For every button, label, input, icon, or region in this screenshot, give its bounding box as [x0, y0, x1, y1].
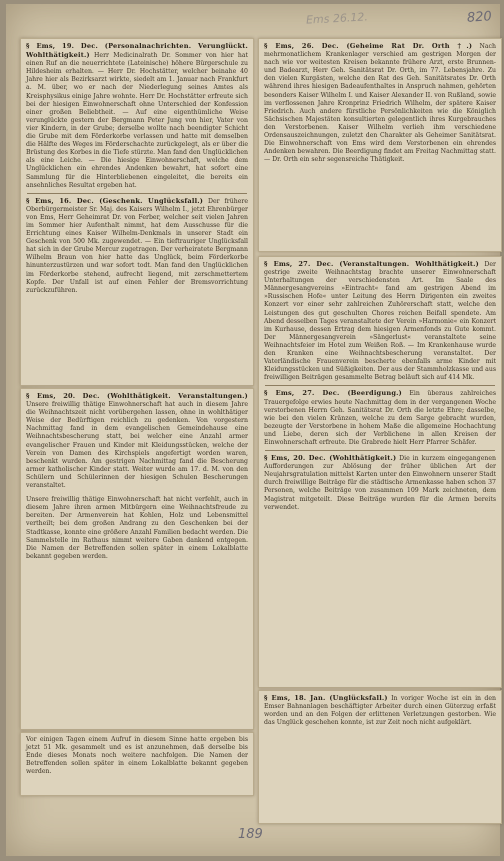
- entry-accident: [21, 194, 253, 298]
- clipping-transport: [258, 690, 502, 824]
- entry-body: Herr Medicinalrath Dr. Sommer von hier hat einen Ruf an die neuerrichtete (Lateinische) höhere Bürgerschule zu Hildesheim erhalten. — Herr Dr. Hochstätter, welcher beinahe 40 Jahre hier als Bezirksarzt wirkte, siedelt am 1. Januar nach Frankfurt a. M. über, wo er nach der Niederlegung seines Amtes als Kreisphysikus einige Jahre wohnte. Herr Dr. Hochstätter erfreute sich bei der hiesigen Einwohnerschaft ohne Unterschied der Konfession einer großen Beliebtheit. — Auf eine eigenthümliche Weise verunglückte gestern der Bergmann Peter Jung von hier, Vater von vier Kindern, in der Grube; derselbe wollte nach beendigter Schicht die Grube mit dem Förderkorbe verlassen und hatte mit demselben die Hälfte des Weges im Förderschachte zurückgelegt, als er über die Brüstung des Korbes in die Tiefe stürzte. Man fand den Unglücklichen als eine Leiche. — Die hiesige Einwohnerschaft, welche dem Unglücklichen ein ehrendes Andenken bewahrt, hat sofort eine Sammlung für die Hinterbliebenen eingeleitet, die bereits ein ansehnliches Resultat ergeben hat.: [26, 52, 248, 189]
- entry-heading: § Ems, 20. Dec. (Wohlthätigkeit.): [264, 454, 397, 463]
- archive-sheet: [6, 4, 500, 856]
- archive-number: 820: [466, 9, 493, 26]
- entry-heading: § Ems, 18. Jan. (Unglücksfall.): [264, 694, 388, 702]
- entry-heading: § Ems, 19. Dec. (Personalnachrichten. Verunglückt. Wohlthätigkeit.): [26, 42, 248, 60]
- entry-body: Ein überaus zahlreiches Trauergefolge erwies heute Nachmittag dem in der vergangenen Woche verstorbenen Herrn Geh. Sanitätsrat Dr. Orth die letzte Ehre; dasselbe, wie bei den vielen Kränzen, welche zu dem Sarge gebracht wurden, bezeugte der Verstorbene in hohem Maße die allgemeine Hochachtung und Liebe, deren sich der Verblichene in allen Kreisen der Einwohnerschaft erfreute. Die Grabrede hielt Herr Pfarrer Schäfer.: [264, 390, 496, 446]
- entry-body: Unsere freiwillig thätige Einwohnerschaft hat auch in diesem Jahre die Weihnachtszeit nicht vorübergehen lassen, ohne in wohlthätiger Weise der Bedürftigen reichlich zu gedenken. Von vorgestern Nachmittag fand in dem evangelischen Gemeindehause eine Weihnachtsbescherung statt, bei welcher eine Anzahl armer evangelischer Frauen und Kinder mit Kleidungsstücken, welche der Verein von Damen des Kirchspiels angefertigt worden waren, beschenkt wurden. Am gestrigen Nachmittag fand die Bescherung armer katholischer Kinder statt. Weiter wurde am 17. d. M. von den Schülern und Schülerinnen der hiesigen Schulen Bescherungen veranstaltet.: [26, 401, 248, 490]
- entry-heading: § Ems, 27. Dec. (Beerdigung.): [264, 389, 402, 398]
- entry-body: Nach mehrmonatlichem Krankenlager verschied am gestrigen Morgen der nach wie vor weitesten Kreisen bekannte frühere Arzt, erste Brunnen- und Badearzt, Herr Geh. Sanitätsrat Dr. Orth, im 77. Lebensjahre. Zu den vielen Kurgästen, welche den Rat des Geh. Sanitätsrates Dr. Orth während ihres hiesigen Badeaufenthaltes in Anspruch nahmen, gehörten besonders Kaiser Wilhelm I. und Kaiser Alexander II. von Rußland, sowie im verflossenen Jahre Kronprinz Friedrich Wilhelm, der spätere Kaiser Friedrich. Auch andere fürstliche Persönlichkeiten wie die Königlich Sächsischen Majestäten konsultierten gelegentlich ihres Kurgebrauches den Verstorbenen. Kaiser Wilhelm verlieh ihm verschiedene Ordensauszeichnungen, zuletzt den Charakter als Geheimer Sanitätsrat. Die Einwohnerschaft von Ems wird dem Verstorbenen ein ehrendes Andenken bewahren. Die Beerdigung findet am Freitag Nachmittag statt. — Dr. Orth ein sehr segensreiche Thätigkeit.: [264, 43, 497, 164]
- entry-body: In voriger Woche ist ein in den Emser Bahnanlagen beschäftigter Arbeiter durch einen Güterzug erfaßt worden und an den Folgen der erlittenen Verletzungen gestorben. Wie das Unglück geschehen konnte, ist zur Zeit noch nicht aufgeklärt.: [264, 695, 497, 727]
- page-number: 189: [238, 827, 263, 842]
- clipping-personal-changes: [20, 38, 254, 386]
- clipping-secret-councillor: [258, 38, 502, 252]
- entry-secret-councillor: [259, 39, 501, 167]
- entry-body: Der frühere Oberbürgermeister Sr. Maj. des Kaisers Wilhelm I., jetzt Ehrenbürger von Ems, Herr Geheimrat Dr. von Ferber, welcher seit vielen Jahren im Sommer hier Aufenthalt nimmt, hat dem Ausschusse für die Errichtung eines Kaiser Wilhelm-Denkmals in unserer Stadt ein Geschenk von 500 Mk. zugewendet. — Ein tieftrauriger Unglücksfall hat sich in der Grube Mercur zugetragen. Der verheiratete Bergmann Wilhelm Braun von hier hatte das Unglück, beim Förderkorbe hinunterzustürzen und war sofort todt. Man fand den Unglücklichen im Förderkorbe stehend, aufrecht liegend, mit zerschmettertem Kopfe. Der Unfall ist auf einen Fehler der Bremsvorrichtung zurückzuführen.: [26, 197, 249, 294]
- entry-funeral: [259, 386, 501, 450]
- entry-transport: [259, 691, 501, 730]
- entry-body: Vor einigen Tagen einem Aufruf in diesem Sinne hatte ergeben bis jetzt 51 Mk. gesammelt und es ist anzunehmen, daß derselbe bis Ende dieses Monats noch weitere nachfolgen. Die Namen der Betreffenden sollen später in einem Lokalblatte bekannt gegeben werden.: [26, 736, 248, 776]
- faint-handwritten-note: Ems 26.12.: [305, 10, 369, 27]
- entry-body: Der gestrige zweite Weihnachtstag brachte unserer Einwohnerschaft Unterhaltungen der verschiedensten Art. Im Saale des Männergesangvereins »Eintracht« fand am gestrigen Abend im »Russischen Hofe« unter Leitung des Herrn Dirigenten ein zweites Konzert vor einer sehr zahlreichen Zuhörerschaft statt, welche den Leistungen des gut geschulten Chores reichen Beifall spendete. Am Abend desselben Tages veranstaltete der Verein »Harmonie« ein Konzert im Kurhause, dessen Ertrag dem hiesigen Armenfonds zu Gute kommt. Der Männergesangverein »Sängerlust« veranstaltete seine Weihnachtsfeier im Hotel zum Weißen Roß. — Im Krankenhause wurde den Kranken eine Weihnachtsbescherung veranstaltet. Der Vaterländische Frauenverein bescherte ebenfalls arme Kinder mit Kleidungsstücken und Süßigkeiten. Der aus der Stammholzkasse und aus freiwilligen Beiträgen gesammelte Betrag beläuft sich auf 414 Mk.: [264, 261, 496, 382]
- entry-heading: § Ems, 27. Dec. (Veranstaltungen. Wohlthätigkeit.): [264, 260, 479, 268]
- entry-tail: [21, 733, 253, 779]
- entry-heading: § Ems, 26. Dec. (Geheime Rat Dr. Orth †.): [264, 42, 473, 50]
- clipping-events: [258, 256, 502, 688]
- entry-personal-changes: [21, 39, 253, 193]
- entry-events: [259, 257, 501, 385]
- entry-heading: § Ems, 16. Dec. (Geschenk. Unglücksfall.): [26, 196, 204, 205]
- clipping-tail: [20, 732, 254, 796]
- entry-body: Unsere freiwillig thätige Einwohnerschaft hat nicht verfehlt, auch in diesem Jahre ihren armen Mitbürgern eine Weihnachtsfreude zu bereiten. Der Armenverein hat Kohlen, Holz und Lebensmittel vertheilt; bei dem großen Andrang zu den Geschenken bei der Stadtkasse, konnte eine größere Anzahl Familien bedacht werden. Die Sammelstelle im Rathaus nimmt weitere Gaben dankend entgegen. Die Namen der Betreffenden sollen später in einem Lokalblatte bekannt gegeben werden.: [26, 496, 248, 560]
- entry-charity-collection: [259, 451, 501, 515]
- entry-charity-general: [21, 389, 253, 493]
- entry-body: Die in kurzem eingegangenen Aufforderungen zur Ablösung der früher üblichen Art der Neujahrsgratulation mittelst Karten unter den Einwohnern unserer Stadt durch freiwillige Beiträge für die städtische Armenkasse haben schon 37 Personen, welche Beiträge von zusammen 109 Mark zeichneten, dem Magistrat mitgeteilt. Diese Beiträge wurden für die Armen bereits verwendet.: [264, 455, 496, 511]
- clipping-charity-general: [20, 388, 254, 730]
- entry-poor-relief: [21, 493, 253, 564]
- entry-heading: § Ems, 20. Dec. (Wohlthätigkeit. Veranstaltungen.): [26, 392, 248, 400]
